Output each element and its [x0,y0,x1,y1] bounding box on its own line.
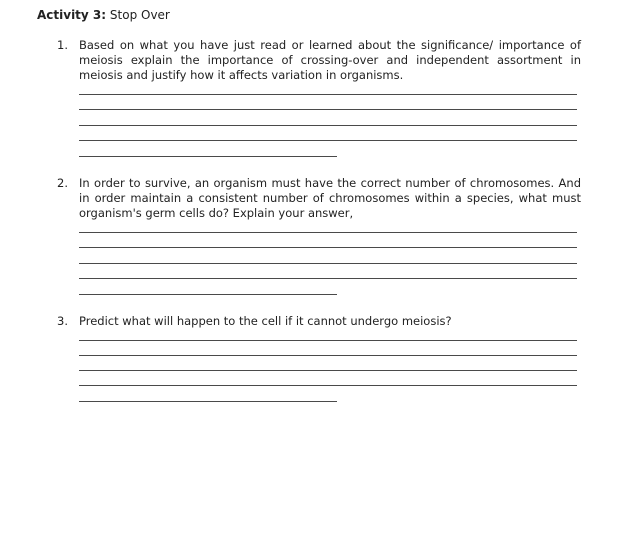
question-2-answer-line-5[interactable] [79,294,337,295]
question-1-number: 1. [57,38,68,52]
question-1-answer-line-4[interactable] [79,140,577,141]
question-2-answer-line-4[interactable] [79,278,577,279]
question-3-answer-line-2[interactable] [79,355,577,356]
activity-name: Stop Over [109,8,170,22]
question-3-text: Predict what will happen to the cell if it cannot undergo meiosis? [79,314,452,328]
question-1-text: Based on what you have just read or learned about the significance/ importance of meiosis explain the importance of crossing-over and independent assortment in meiosis and justify how it affects variation in organisms. [79,38,581,82]
question-3-number: 3. [57,314,68,328]
question-1-answer-line-1[interactable] [79,94,577,95]
question-3-answer-line-5[interactable] [79,401,337,402]
activity-title [37,7,170,23]
question-3-answer-line-1[interactable] [79,340,577,341]
question-2-text: In order to survive, an organism must have the correct number of chromosomes. And in order maintain a consistent number of chromosomes within a species, what must organism's germ cells do? Explain your answer, [79,176,581,220]
question-1-answer-line-2[interactable] [79,109,577,110]
question-2-number: 2. [57,176,68,190]
question-1-answer-line-5[interactable] [79,156,337,157]
activity-label: Activity 3: [37,8,107,22]
question-2-answer-line-3[interactable] [79,263,577,264]
question-3-answer-line-4[interactable] [79,385,577,386]
question-1-answer-line-3[interactable] [79,125,577,126]
question-3-answer-line-3[interactable] [79,370,577,371]
question-2-answer-line-2[interactable] [79,247,577,248]
question-2-answer-line-1[interactable] [79,232,577,233]
